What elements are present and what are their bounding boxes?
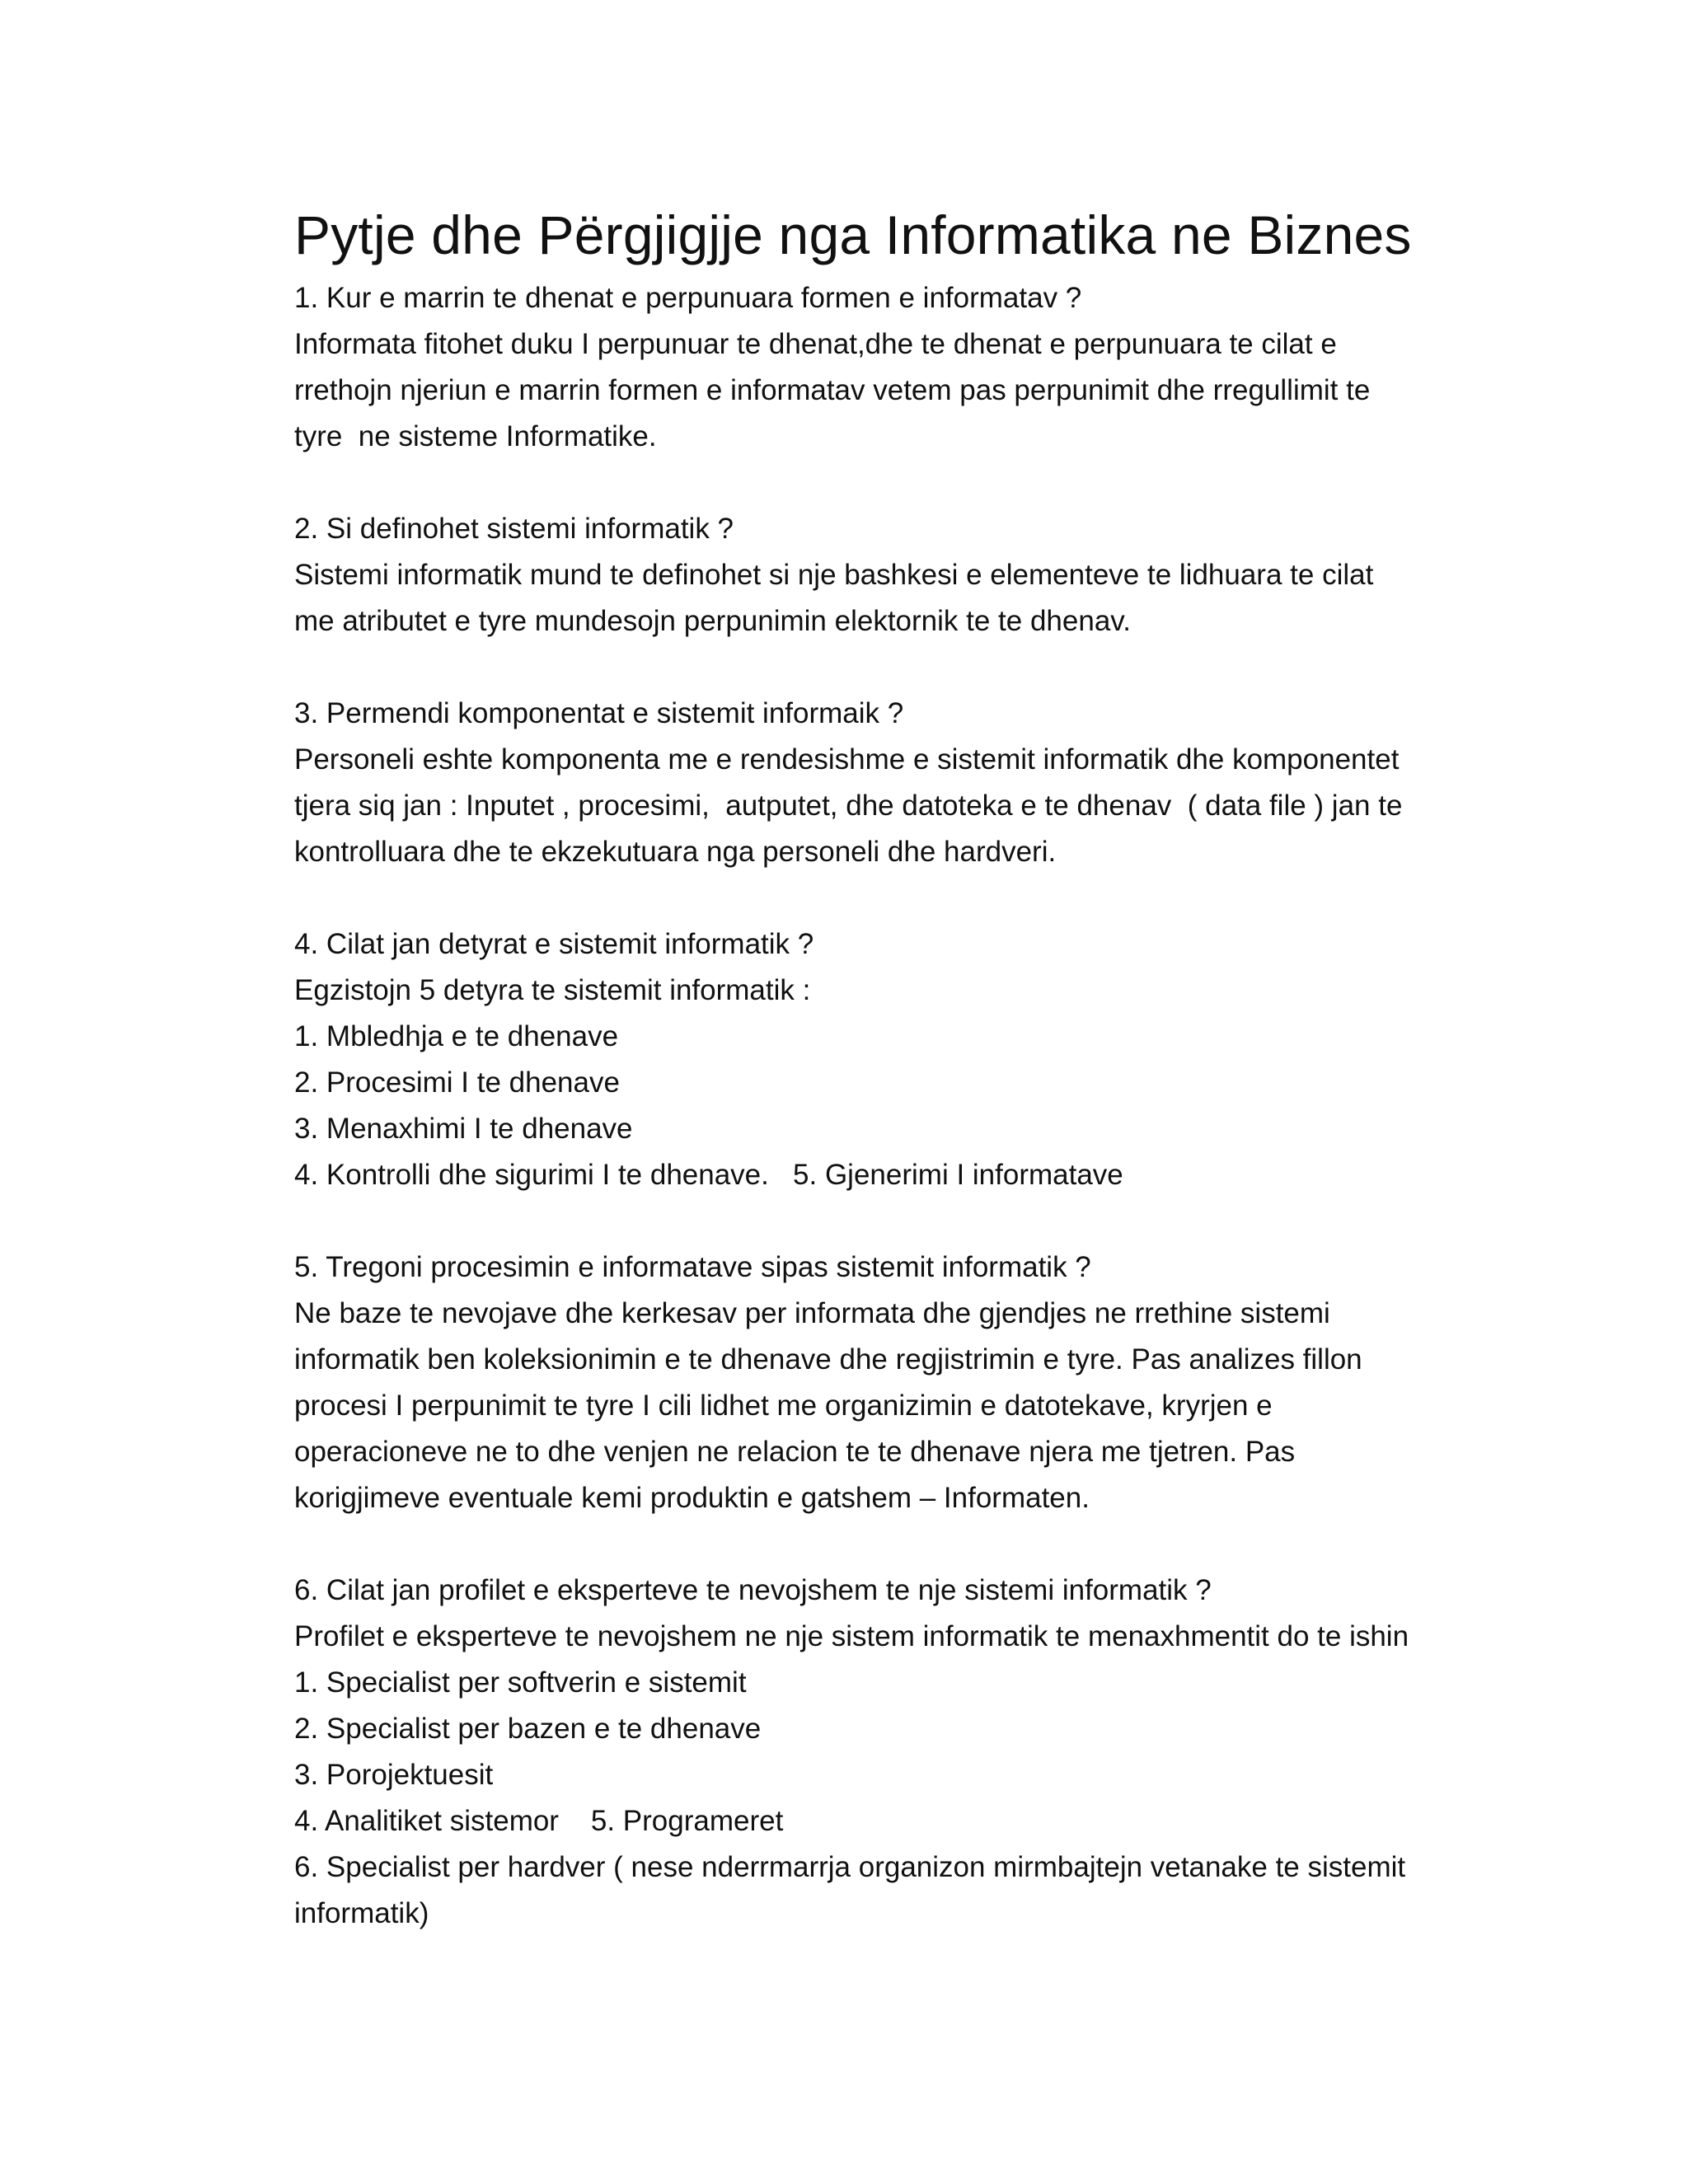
answer-2-line-2: me atributet e tyre mundesojn perpunimin elektornik te te dhenav.	[294, 605, 1131, 637]
qa-section-5	[294, 1244, 1481, 1521]
answer-3-line-2: tjera siq jan : Inputet , procesimi, autputet, dhe datoteka e te dhenav ( data file ) jan te	[294, 790, 1403, 822]
document-page	[294, 198, 1481, 1937]
answer-1-line-1: Informata fitohet duku I perpunuar te dhenat,dhe te dhenat e perpunuara te cilat e	[294, 328, 1337, 360]
question-3: 3. Permendi komponentat e sistemit informaik ?	[294, 697, 904, 729]
question-2: 2. Si definohet sistemi informatik ?	[294, 513, 734, 545]
question-6: 6. Cilat jan profilet e eksperteve te nevojshem te nje sistemi informatik ?	[294, 1574, 1212, 1606]
answer-4-line-3: 2. Procesimi I te dhenave	[294, 1066, 620, 1099]
answer-4-line-2: 1. Mbledhja e te dhenave	[294, 1020, 619, 1052]
qa-section-3	[294, 691, 1481, 875]
answer-4-line-4: 3. Menaxhimi I te dhenave	[294, 1113, 633, 1145]
qa-section-1	[294, 275, 1481, 460]
answer-6-line-3: 2. Specialist per bazen e te dhenave	[294, 1713, 762, 1745]
answer-3-line-1: Personeli eshte komponenta me e rendesishme e sistemit informatik dhe komponentet	[294, 743, 1400, 776]
answer-3-line-3: kontrolluara dhe te ekzekutuara nga personeli dhe hardveri.	[294, 836, 1057, 868]
answer-4-line-1: Egzistojn 5 detyra te sistemit informatik :	[294, 974, 811, 1006]
spacer	[294, 1521, 1481, 1568]
answer-6-line-5: 4. Analitiket sistemor 5. Programeret	[294, 1805, 784, 1837]
answer-4-line-5: 4. Kontrolli dhe sigurimi I te dhenave. 5. Gjenerimi I informatave	[294, 1159, 1123, 1191]
spacer	[294, 460, 1481, 506]
spacer	[294, 875, 1481, 921]
question-4: 4. Cilat jan detyrat e sistemit informatik ?	[294, 928, 814, 960]
answer-1-line-2: rrethojn njeriun e marrin formen e informatav vetem pas perpunimit dhe rregullimit te	[294, 374, 1371, 406]
answer-6-line-4: 3. Porojektuesit	[294, 1759, 494, 1791]
spacer	[294, 644, 1481, 691]
answer-5-line-1: Ne baze te nevojave dhe kerkesav per informata dhe gjendjes ne rrethine sistemi	[294, 1297, 1330, 1329]
question-1: 1. Kur e marrin te dhenat e perpunuara formen e informatav ?	[294, 282, 1082, 314]
answer-2-line-1: Sistemi informatik mund te definohet si nje bashkesi e elementeve te lidhuara te cilat	[294, 559, 1374, 591]
answer-6-line-2: 1. Specialist per softverin e sistemit	[294, 1666, 747, 1699]
qa-section-2	[294, 506, 1481, 644]
qa-section-6	[294, 1568, 1481, 1937]
answer-5-line-4: operacioneve ne to dhe venjen ne relacion te te dhenave njera me tjetren. Pas	[294, 1436, 1296, 1468]
answer-1-line-3: tyre ne sisteme Informatike.	[294, 420, 657, 452]
question-5: 5. Tregoni procesimin e informatave sipas sistemit informatik ?	[294, 1251, 1091, 1283]
answer-6-line-1: Profilet e eksperteve te nevojshem ne nje sistem informatik te menaxhmentit do te ishin	[294, 1620, 1409, 1652]
qa-section-4	[294, 921, 1481, 1198]
answer-6-line-7: informatik)	[294, 1897, 429, 1929]
answer-5-line-3: procesi I perpunimit te tyre I cili lidhet me organizimin e datotekave, kryrjen e	[294, 1390, 1273, 1422]
spacer	[294, 1198, 1481, 1244]
document-title: Pytje dhe Përgjigjje nga Informatika ne Biznes	[294, 204, 1412, 265]
answer-5-line-2: informatik ben koleksionimin e te dhenave dhe regjistrimin e tyre. Pas analizes fillon	[294, 1343, 1362, 1376]
answer-5-line-5: korigjimeve eventuale kemi produktin e gatshem – Informaten.	[294, 1482, 1090, 1514]
answer-6-line-6: 6. Specialist per hardver ( nese nderrmarrja organizon mirmbajtejn vetanake te sistemit	[294, 1851, 1406, 1883]
